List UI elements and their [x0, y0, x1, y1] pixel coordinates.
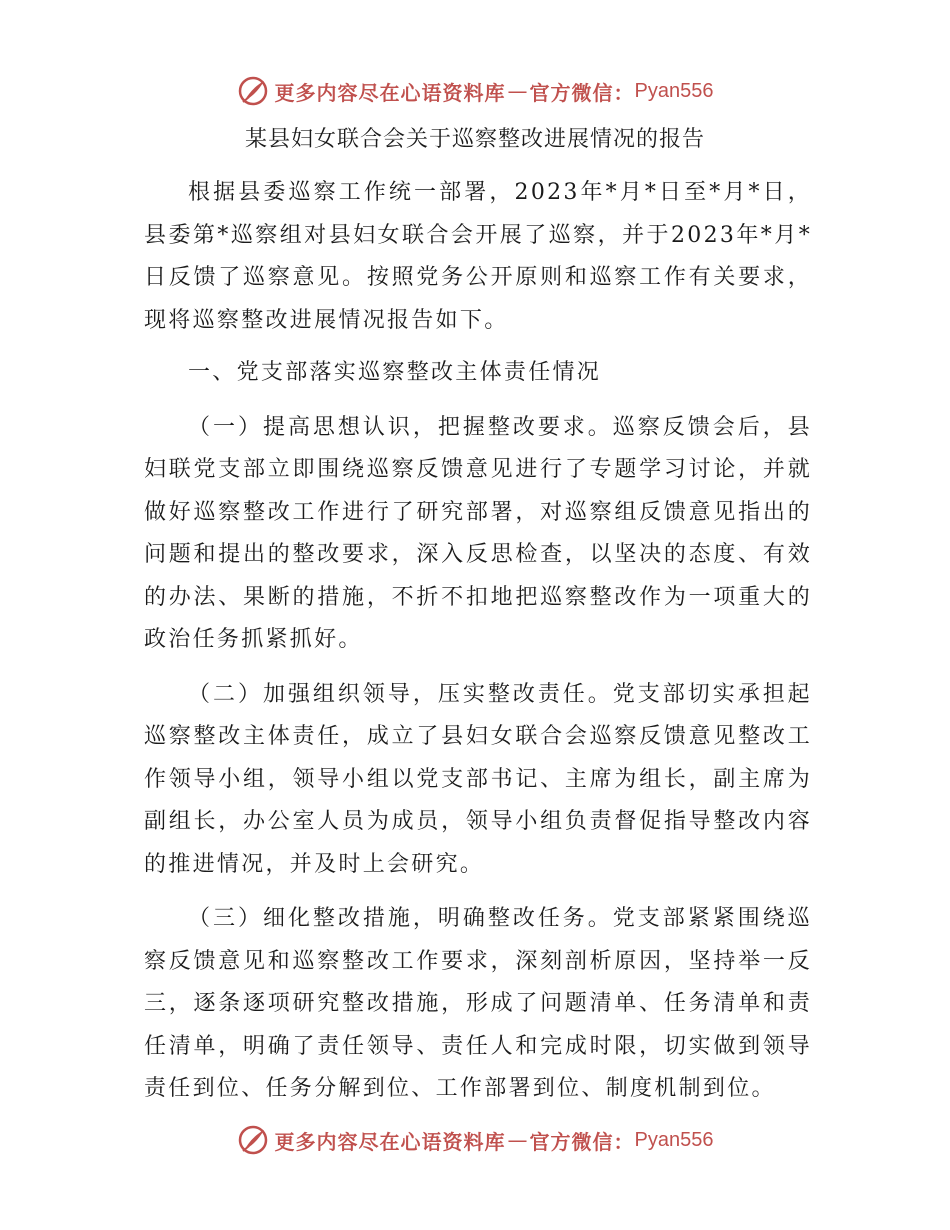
item-paragraph-2: （二）加强组织领导，压实整改责任。党支部切实承担起巡察整改主体责任，成立了县妇女联合会巡察反馈意见整改工作领导小组，领导小组以党支部书记、主席为组长，副主席为副组长，办公室人员为成员，领导小组负责督促指导整改内容的推进情况，并及时上会研究。	[144, 681, 812, 877]
section-heading: 一、党支部落实巡察整改主体责任情况	[188, 360, 602, 385]
banner-wechat-id: Pyan556	[634, 1128, 714, 1151]
intro-paragraph: 根据县委巡察工作统一部署，2023年*月*日至*月*日，县委第*巡察组对县妇女联合会开展了巡察，并于2023年*月*日反馈了巡察意见。按照党务公开原则和巡察工作有关要求，现将巡察整改进展情况报告如下。	[144, 180, 812, 333]
quill-logo-icon	[237, 1124, 269, 1156]
footer-watermark-banner	[0, 1120, 950, 1160]
item-paragraph-1: （一）提高思想认识，把握整改要求。巡察反馈会后，县妇联党支部立即围绕巡察反馈意见进行了专题学习讨论，并就做好巡察整改工作进行了研究部署，对巡察组反馈意见指出的问题和提出的整改要求，深入反思检查，以坚决的态度、有效的办法、果断的措施，不折不扣地把巡察整改作为一项重大的政治任务抓紧抓好。	[144, 414, 812, 652]
document-title: 某县妇女联合会关于巡察整改进展情况的报告	[244, 127, 705, 152]
banner-text: 更多内容尽在心语资料库	[274, 80, 506, 105]
header-watermark-banner	[0, 71, 950, 111]
banner-contact-label: 官方微信：	[529, 80, 635, 105]
banner-dash: —	[507, 79, 528, 103]
banner-contact-label: 官方微信：	[529, 1129, 635, 1154]
document-body	[144, 172, 812, 1111]
item-paragraph-3: （三）细化整改措施，明确整改任务。党支部紧紧围绕巡察反馈意见和巡察整改工作要求，深刻剖析原因，坚持举一反三，逐条逐项研究整改措施，形成了问题清单、任务清单和责任清单，明确了责任领导、责任人和完成时限，切实做到领导责任到位、任务分解到位、工作部署到位、制度机制到位。	[144, 906, 812, 1101]
banner-text: 更多内容尽在心语资料库	[274, 1129, 506, 1154]
banner-dash: —	[507, 1128, 528, 1152]
banner-wechat-id: Pyan556	[634, 79, 714, 102]
quill-logo-icon	[237, 75, 269, 107]
